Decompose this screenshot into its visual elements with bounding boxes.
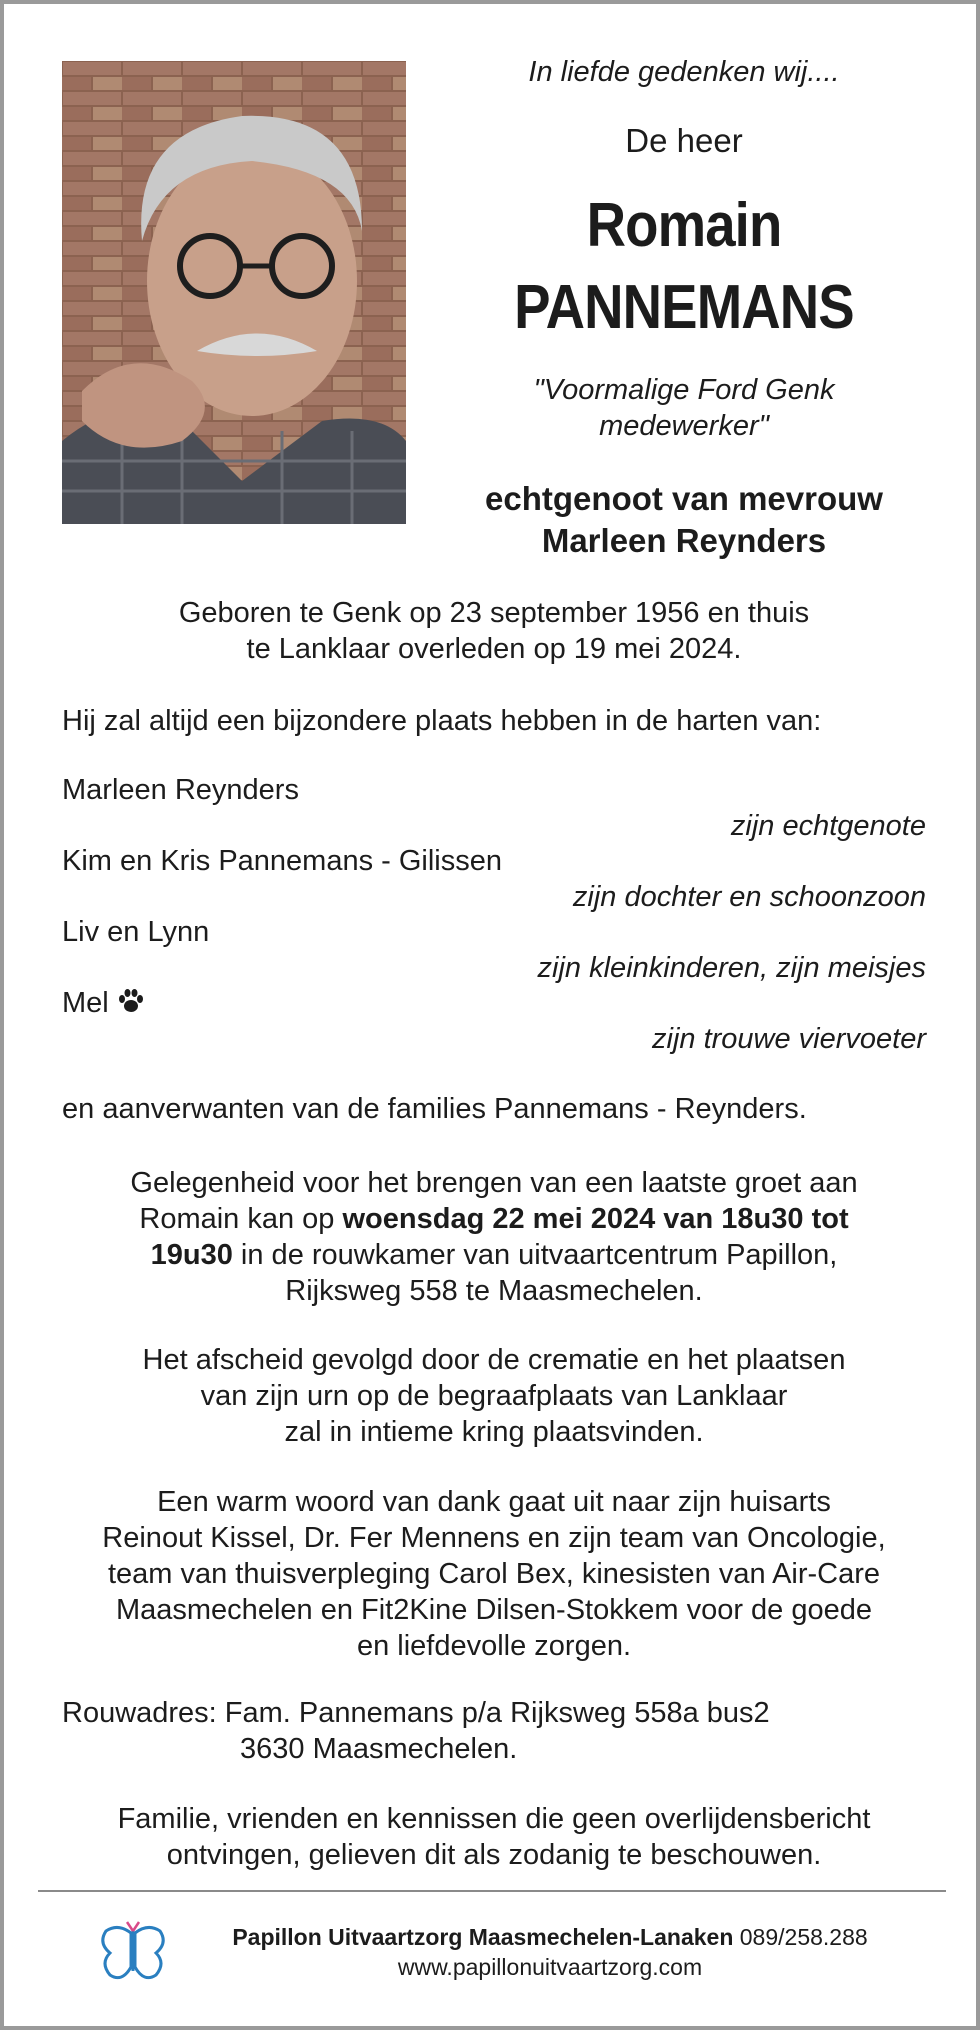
visit-line-2-text: Romain kan op: [139, 1203, 343, 1235]
address-line-1: Rouwadres: Fam. Pannemans p/a Rijksweg 558a bus2: [62, 1697, 770, 1729]
spouse-line-2: Marleen Reynders: [541, 522, 827, 559]
visit-line-2: [62, 1201, 926, 1237]
farewell-info: [62, 1342, 926, 1450]
farewell-line-2: van zijn urn op de begraafplaats van Lanklaar: [200, 1380, 788, 1412]
birth-info: [62, 595, 926, 667]
family-member-relation: zijn echtgenote: [730, 810, 926, 842]
spouse-info: [424, 478, 944, 562]
thanks-line-5: en liefdevolle zorgen.: [356, 1630, 632, 1662]
visit-line-3-text: in de rouwkamer van uitvaartcentrum Papillon,: [232, 1239, 838, 1271]
birth-line-1: Geboren te Genk op 23 september 1956 en thuis: [178, 597, 810, 629]
visit-line-3: [62, 1237, 926, 1273]
address-line-2: 3630 Maasmechelen.: [240, 1733, 518, 1765]
closing-text: [62, 1801, 926, 1873]
company-website[interactable]: www.papillonuitvaartzorg.com: [397, 1954, 703, 1980]
first-name: Romain: [586, 191, 782, 260]
closing-line-1: Familie, vrienden en kennissen die geen overlijdensbericht: [117, 1803, 871, 1835]
family-member-name: Liv en Lynn: [62, 916, 210, 948]
visit-line-1: Gelegenheid voor het brengen van een laatste groet aan: [130, 1167, 858, 1199]
family-intro: Hij zal altijd een bijzondere plaats hebben in de harten van:: [62, 705, 822, 737]
visit-end-time: 19u30: [150, 1239, 233, 1271]
butterfly-logo-icon: [98, 1921, 168, 1985]
family-member-name-wrap: [62, 987, 145, 1022]
spouse-line-1: echtgenoot van mevrouw: [485, 480, 883, 517]
thanks-line-4: Maasmechelen en Fit2Kine Dilsen-Stokkem voor de goede: [115, 1594, 872, 1626]
thanks-line-2: Reinout Kissel, Dr. Fer Mennens en zijn team van Oncologie,: [102, 1522, 886, 1554]
relatives-text: en aanverwanten van de families Pannemans - Reynders.: [62, 1093, 807, 1125]
family-member-relation: zijn trouwe viervoeter: [652, 1023, 926, 1055]
footer-company: [190, 1924, 910, 1951]
visit-date-time: woensdag 22 mei 2024 van 18u30 tot: [342, 1203, 849, 1235]
family-member-name: Mel: [62, 987, 109, 1019]
visit-info: [62, 1165, 926, 1309]
family-member-relation: zijn kleinkinderen, zijn meisjes: [537, 952, 926, 984]
family-member-name: Kim en Kris Pannemans - Gilissen: [62, 845, 502, 877]
closing-line-2: ontvingen, gelieven dit als zodanig te beschouwen.: [166, 1839, 822, 1871]
last-name: PANNEMANS: [514, 273, 854, 342]
mourning-address: [62, 1695, 926, 1767]
visit-line-4: Rijksweg 558 te Maasmechelen.: [285, 1275, 703, 1307]
quote-line-2: medewerker": [599, 410, 769, 442]
salutation: De heer: [625, 122, 743, 159]
portrait-photo: [62, 61, 406, 524]
company-name: Papillon Uitvaartzorg Maasmechelen-Lanaken: [232, 1924, 734, 1950]
farewell-line-3: zal in intieme kring plaatsvinden.: [284, 1416, 704, 1448]
quote: [424, 372, 944, 444]
footer-divider: [38, 1890, 946, 1892]
quote-line-1: "Voormalige Ford Genk: [533, 374, 835, 406]
paw-icon: [117, 988, 145, 1022]
thanks-line-1: Een warm woord van dank gaat uit naar zijn huisarts: [157, 1486, 831, 1518]
intro-text: In liefde gedenken wij....: [528, 56, 840, 88]
farewell-line-1: Het afscheid gevolgd door de crematie en het plaatsen: [142, 1344, 846, 1376]
family-member-relation: zijn dochter en schoonzoon: [572, 881, 926, 913]
thanks-line-3: team van thuisverpleging Carol Bex, kinesisten van Air-Care: [107, 1558, 881, 1590]
family-member-name: Marleen Reynders: [62, 774, 299, 806]
thanks-text: [62, 1484, 926, 1664]
company-phone: 089/258.288: [733, 1924, 868, 1950]
birth-line-2: te Lanklaar overleden op 19 mei 2024.: [246, 633, 742, 665]
